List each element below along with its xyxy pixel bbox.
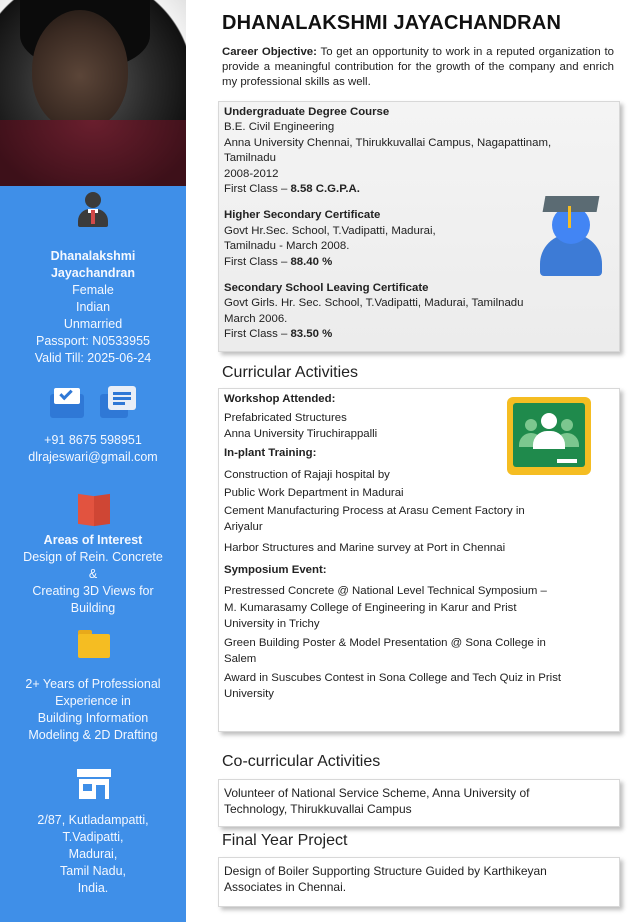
- workshop-place: Anna University Tiruchirappalli: [224, 427, 378, 440]
- cocurricular-section-title: Co-curricular Activities: [222, 753, 381, 770]
- sidebar-name-line2: Jayachandran: [50, 266, 136, 280]
- sslc-date: March 2006.: [224, 312, 288, 325]
- cocurricular-card: [218, 779, 620, 827]
- candidate-name: DHANALAKSHMI JAYACHANDRAN: [222, 12, 562, 34]
- ug-state: Tamilnadu: [224, 152, 276, 165]
- ug-title: Undergraduate Degree Course: [224, 106, 390, 118]
- marital-status: Unmarried: [63, 317, 123, 331]
- symposium-item: Prestressed Concrete @ National Level Technical Symposium –: [224, 585, 547, 598]
- symposium-item: University in Trichy: [224, 617, 320, 630]
- classroom-icon: [507, 397, 591, 475]
- message-icon: [100, 386, 136, 422]
- inplant-title: In-plant Training:: [224, 447, 317, 460]
- sslc-result: First Class – 83.50 %: [224, 328, 333, 341]
- address-line: 2/87, Kutladampatti,: [37, 813, 149, 827]
- symposium-title: Symposium Event:: [224, 563, 327, 576]
- interest-line: &: [88, 567, 98, 581]
- interest-line: Creating 3D Views for: [32, 584, 154, 598]
- symposium-item: University: [224, 687, 275, 700]
- address-line: Tamil Nadu,: [60, 864, 126, 878]
- ug-course: B.E. Civil Engineering: [224, 121, 335, 134]
- curricular-section-title: Curricular Activities: [222, 364, 359, 381]
- symposium-item: M. Kumarasamy College of Engineering in Karur and Prist: [224, 602, 517, 615]
- phone-number[interactable]: +91 8675 598951: [44, 433, 142, 447]
- email-address[interactable]: dlrajeswari@gmail.com: [28, 450, 158, 464]
- hsc-percent: 88.40 %: [290, 255, 333, 268]
- graduation-cap-icon: [538, 188, 604, 278]
- passport-validity: Valid Till: 2025-06-24: [34, 351, 152, 365]
- cocurricular-line: Technology, Thirukkuvallai Campus: [224, 802, 412, 816]
- hsc-date: Tamilnadu - March 2008.: [224, 240, 350, 253]
- hsc-title: Higher Secondary Certificate: [224, 209, 381, 222]
- inplant-item: Ariyalur: [224, 520, 263, 533]
- sslc-title: Secondary School Leaving Certificate: [224, 282, 429, 295]
- workshop-item: Prefabricated Structures: [224, 412, 347, 425]
- objective-label: Career Objective:: [222, 46, 317, 58]
- interest-title: Areas of Interest: [43, 533, 143, 547]
- project-card: [218, 857, 620, 907]
- inplant-item: Cement Manufacturing Process at Arasu Cement Factory in: [224, 505, 525, 518]
- symposium-item: Green Building Poster & Model Presentation @ Sona College in: [224, 637, 546, 650]
- symposium-item: Salem: [224, 652, 257, 665]
- book-icon: [78, 493, 110, 527]
- experience-line: Building Information: [37, 711, 149, 725]
- ug-result: First Class – 8.58 C.G.P.A.: [224, 183, 360, 196]
- career-objective: [222, 45, 614, 90]
- ug-cgpa: 8.58 C.G.P.A.: [290, 183, 360, 196]
- address-line: T.Vadipatti,: [62, 830, 124, 844]
- sidebar: [0, 0, 186, 922]
- person-icon: [76, 192, 110, 228]
- inplant-item: Construction of Rajaji hospital by: [224, 468, 390, 481]
- house-icon: [77, 769, 111, 799]
- sslc-percent: 83.50 %: [290, 328, 333, 341]
- inplant-item: Harbor Structures and Marine survey at Port in Chennai: [224, 542, 506, 555]
- passport-number: Passport: N0533955: [36, 334, 150, 348]
- experience-line: Modeling & 2D Drafting: [28, 728, 158, 742]
- email-inbox-icon: [50, 388, 84, 418]
- objective-text: To get an opportunity to work in a reputed organization to provide a meaningful contribution for the growth of the company and enrich my professional skills as well.: [222, 46, 614, 88]
- gender: Female: [72, 283, 114, 297]
- interest-line: Building: [70, 601, 116, 615]
- experience-line: 2+ Years of Professional: [25, 677, 161, 691]
- hsc-school: Govt Hr.Sec. School, T.Vadipatti, Madurai,: [224, 224, 436, 237]
- folder-icon: [78, 630, 110, 658]
- sslc-school: Govt Girls. Hr. Sec. School, T.Vadipatti, Madurai, Tamilnadu: [224, 297, 524, 310]
- sidebar-name-line1: Dhanalakshmi: [50, 249, 136, 263]
- project-section-title: Final Year Project: [222, 832, 348, 849]
- ug-years: 2008-2012: [224, 167, 279, 180]
- address-line: Madurai,: [68, 847, 118, 861]
- address-line: India.: [77, 881, 109, 895]
- workshop-title: Workshop Attended:: [224, 393, 336, 405]
- profile-photo: [0, 0, 186, 186]
- cocurricular-line: Volunteer of National Service Scheme, Anna University of: [224, 786, 530, 800]
- hsc-result: First Class – 88.40 %: [224, 255, 333, 268]
- interest-line: Design of Rein. Concrete: [23, 550, 163, 564]
- inplant-item: Public Work Department in Madurai: [224, 487, 404, 500]
- nationality: Indian: [75, 300, 111, 314]
- experience-line: Experience in: [55, 694, 131, 708]
- project-line: Design of Boiler Supporting Structure Guided by Karthikeyan: [224, 864, 547, 878]
- symposium-item: Award in Suscubes Contest in Sona College and Tech Quiz in Prist: [224, 672, 562, 685]
- ug-college: Anna University Chennai, Thirukkuvallai Campus, Nagapattinam,: [224, 136, 552, 149]
- project-line: Associates in Chennai.: [224, 880, 347, 894]
